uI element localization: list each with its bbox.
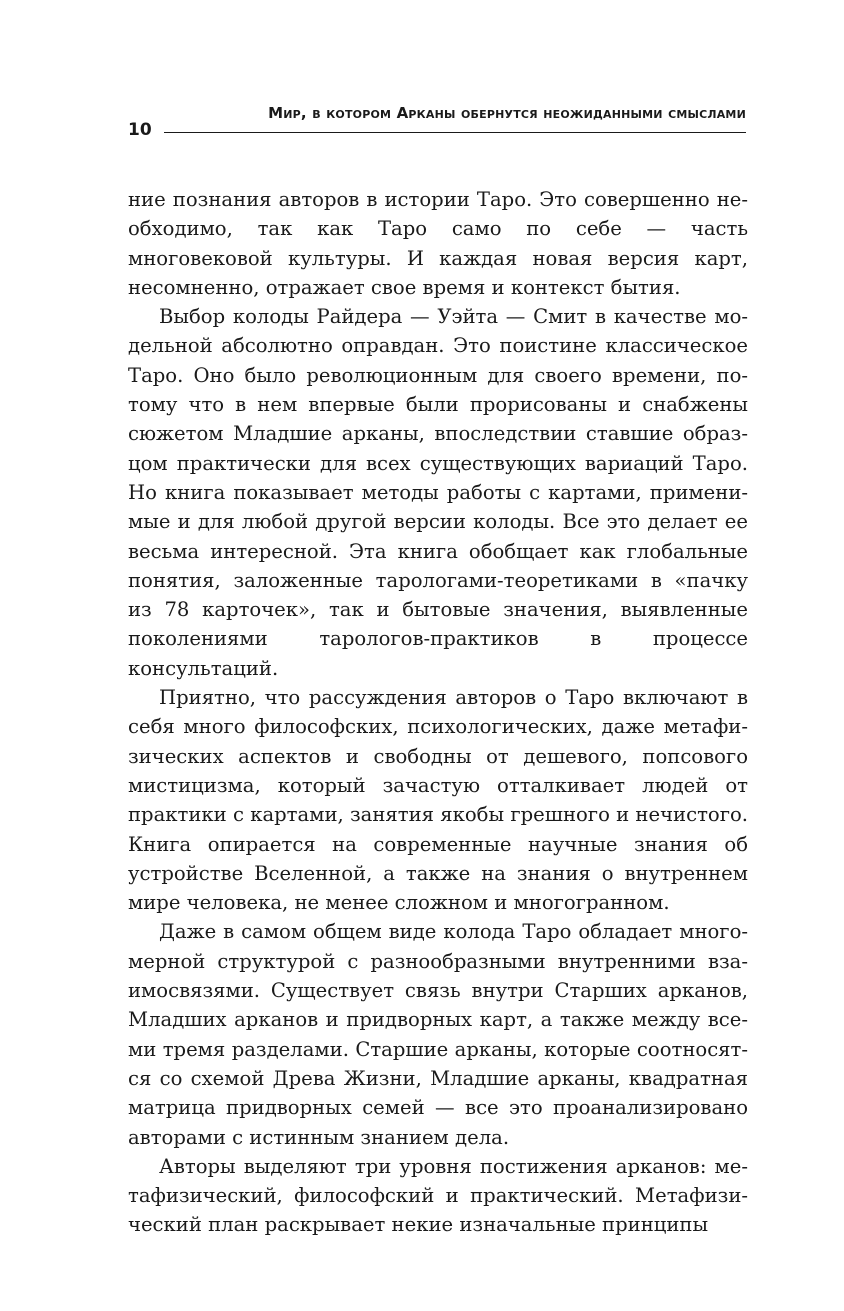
page-header bbox=[120, 100, 746, 140]
paragraph-continuation: ние познания авторов в истории Таро. Это совершенно необходимо, так как Таро само по себе — часть многовековой культуры. И каждая новая версия карт, несомненно, отражает свое время и контекст бытия. bbox=[128, 188, 748, 299]
paragraph: Авторы выделяют три уровня постижения арканов: метафизический, философский и практический. Метафизический план раскрывает некие изначальные принципы bbox=[128, 1154, 748, 1237]
paragraph: Выбор колоды Райдера — Уэйта — Смит в качестве модельной абсолютно оправдан. Это поистине классическое Таро. Оно было революционным для своего времени, потому что в нем впервые были прорисованы и снабжены сюжетом Младшие арканы, впоследствии ставшие образцом практически для всех существующих вариаций Таро. Но книга показывает методы работы с картами, применимые и для любой другой версии колоды. Все это делает ее весьма интересной. Эта книга обобщает как глобальные понятия, заложенные тарологами-теоретиками в «пачку из 78 карточек», так и бытовые значения, выявленные поколениями тарологов-практиков в процессе консультаций. bbox=[128, 305, 748, 680]
paragraph: Даже в самом общем виде колода Таро обладает многомерной структурой с разнообразными внутренними взаимосвязями. Существует связь внутри Старших арканов, Младших арканов и придворных карт, а также между всеми тремя разделами. Старшие арканы, которые соотносятся со схемой Древа Жизни, Младшие арканы, квадратная матрица придворных семей — все это проанализировано авторами с истинным знанием дела. bbox=[128, 920, 748, 1149]
running-title: Мир, в котором Арканы обернутся неожиданными смыслами bbox=[268, 104, 746, 122]
header-rule bbox=[164, 132, 746, 133]
page-number: 10 bbox=[128, 120, 152, 140]
body-text bbox=[128, 185, 748, 1240]
paragraph: Приятно, что рассуждения авторов о Таро включают в себя много философских, психологических, даже метафизических аспектов и свободны от дешевого, попсового мистицизма, который зачастую отталкивает людей от практики с картами, занятия якобы грешного и нечистого. Книга опирается на современные научные знания об устройстве Вселенной, а также на знания о внутреннем мире человека, не менее сложном и многогранном. bbox=[128, 686, 748, 915]
